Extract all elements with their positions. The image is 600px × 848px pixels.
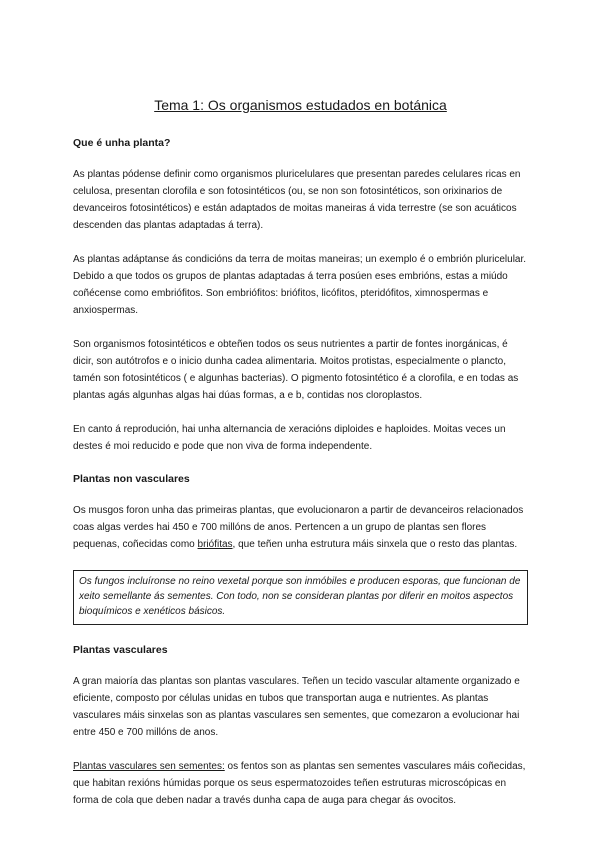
section-heading-non-vascular: Plantas non vasculares <box>73 473 190 485</box>
mosses-text-start: Os musgos foron unha das primeiras plantas, que evolucionaron a partir de devanceiros relacionados coas algas verdes hai 450 e 700 millóns de anos. Pertencen a un grupo de plantas sen flores pequenas, coñecidas como <box>73 505 524 550</box>
seedless-vascular-text: os fentos son as plantas sen sementes vasculares máis coñecidas, que habitan rexións húmidas porque os seus espermatozoides teñen estruturas microscópicas en forma de cola que deben nadar a través dunha capa de auga para chegar ás ovocitos. <box>73 761 526 806</box>
fungi-note-box: Os fungos incluíronse no reino vexetal porque son inmóbiles e producen esporas, que funcionan de xeito semellante ás sementes. Con todo, non se consideran plantas por diferir en moitos aspectos bioquímicos e xenéticos básicos. <box>73 570 528 625</box>
section-heading-vascular: Plantas vasculares <box>73 644 168 656</box>
paragraph-seedless-vascular <box>73 758 528 809</box>
document-title: Tema 1: Os organismos estudados en botánica <box>154 97 447 113</box>
paragraph-photosynthesis: Son organismos fotosintéticos e obteñen todos os seus nutrientes a partir de fontes inorgánicas, é dicir, son autótrofos e o inicio dunha cadea alimentaria. Moitos protistas, especialmente o plancto, tamén son fotosintéticos ( e algunhas bacterias). O pigmento fotosintético é a clorofila, e en todas as plantas agás algunhas algas hai dúas formas, a e b, contidas nos cloroplastos. <box>73 339 519 401</box>
paragraph-embryophytes: As plantas adáptanse ás condicións da terra de moitas maneiras; un exemplo é o embrión pluricelular. Debido a que todos os grupos de plantas adaptadas á terra posúen eses embrións, estas a miúdo coñécense como embriófitos. Son embriófitos: briófitos, licófitos, pteridófitos, ximnospermas e anxiospermas. <box>73 254 527 316</box>
term-briofitas: briófitas <box>197 539 233 550</box>
section-heading-what-is-plant: Que é unha planta? <box>73 137 171 149</box>
paragraph-plant-definition: As plantas pódense definir como organismos pluricelulares que presentan paredes celulares ricas en celulosa, presentan clorofila e son fotosintéticos (ou, se non son fotosintéticos, son orixinarios de devanceiros fotosintéticos) e están adaptados de moitas maneiras á vida terrestre (se son acuáticos descenden das plantas adaptadas á terra). <box>73 169 521 231</box>
mosses-text-end: , que teñen unha estrutura máis sinxela que o resto das plantas. <box>232 539 518 550</box>
term-seedless-vascular: Plantas vasculares sen sementes: <box>73 761 225 772</box>
paragraph-mosses <box>73 502 528 553</box>
paragraph-reproduction: En canto á reprodución, hai unha alternancia de xeracións diploides e haploides. Moitas veces un destes é moi reducido e pode que non viva de forma independente. <box>73 424 506 452</box>
paragraph-vascular-plants: A gran maioría das plantas son plantas vasculares. Teñen un tecido vascular altamente organizado e eficiente, composto por células unidas en tubos que transportan auga e nutrientes. As plantas vasculares máis sinxelas son as plantas vasculares sen sementes, que comezaron a evolucionar hai entre 450 e 700 millóns de anos. <box>73 676 520 738</box>
